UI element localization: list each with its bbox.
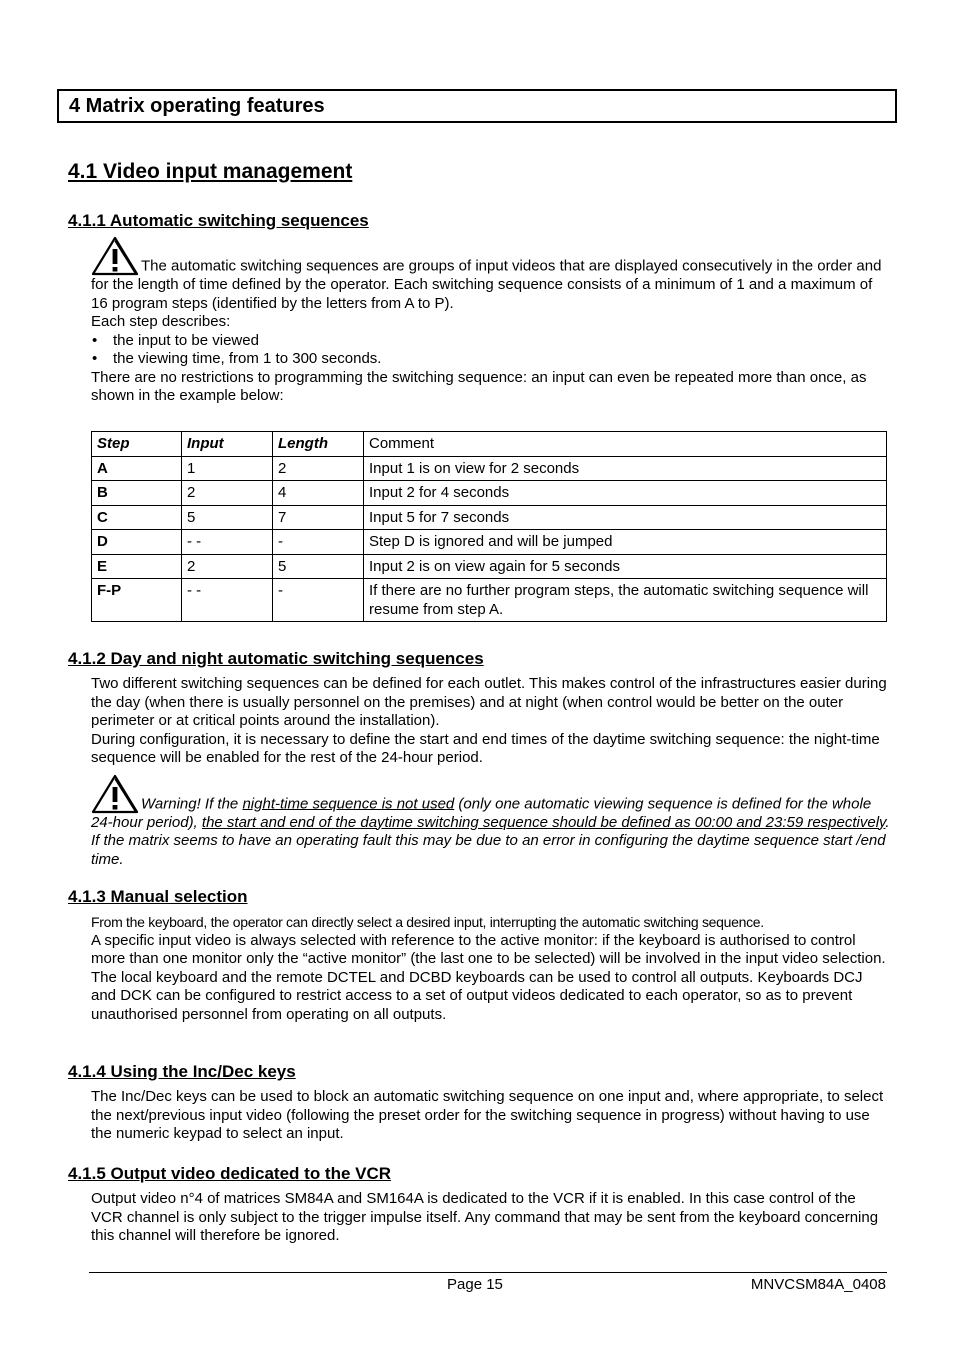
section-4-1-5-body bbox=[91, 1190, 891, 1246]
cell-input: 2 bbox=[182, 481, 273, 506]
header-comment: Comment bbox=[364, 432, 887, 457]
section-4-1-3-body bbox=[91, 913, 891, 1024]
intro-paragraph bbox=[91, 236, 891, 313]
header-input: Input bbox=[182, 432, 273, 457]
list-item: • the viewing time, from 1 to 300 seconds. bbox=[91, 350, 891, 369]
section-4-1-2-body bbox=[91, 675, 891, 869]
section-4-1-4-body bbox=[91, 1088, 891, 1144]
section-4-1-1-body bbox=[91, 236, 891, 406]
subsection-title-4-1-4: 4.1.4 Using the Inc/Dec keys bbox=[68, 1062, 296, 1081]
cell-input: - - bbox=[182, 530, 273, 555]
paragraph: The Inc/Dec keys can be used to block an automatic switching sequence on one input and, where appropriate, to select the next/previous input video (following the preset order for the switching sequence in progress) without having to use the numeric keypad to select an input. bbox=[91, 1088, 884, 1142]
step-properties-list bbox=[91, 332, 891, 369]
warning-text-a: Warning! If the bbox=[141, 795, 243, 812]
cell-comment: Input 2 is on view again for 5 seconds bbox=[364, 554, 887, 579]
header-step: Step bbox=[92, 432, 182, 457]
chapter-header-box bbox=[57, 89, 897, 123]
paragraph: Two different switching sequences can be defined for each outlet. This makes control of the infrastructures easier during the day (when there is usually personnel on the premises) and at night (when control would be better on the outer perimeter or at critical points around the installation). bbox=[91, 675, 887, 729]
subsection-title-4-1-3: 4.1.3 Manual selection bbox=[68, 887, 248, 906]
document-code: MNVCSM84A_0408 bbox=[750, 1276, 886, 1293]
chapter-title: 4 Matrix operating features bbox=[69, 95, 325, 117]
cell-comment: If there are no further program steps, the automatic switching sequence will resume from step A. bbox=[364, 579, 887, 622]
table-header-row bbox=[92, 432, 887, 457]
list-item: • the input to be viewed bbox=[91, 332, 891, 351]
subsection-title-4-1-5: 4.1.5 Output video dedicated to the VCR bbox=[68, 1164, 392, 1183]
warning-text-b: night-time sequence is not used bbox=[242, 795, 455, 812]
cell-comment: Input 5 for 7 seconds bbox=[364, 505, 887, 530]
table-row bbox=[92, 481, 887, 506]
cell-comment: Input 2 for 4 seconds bbox=[364, 481, 887, 506]
cell-comment: Input 1 is on view for 2 seconds bbox=[364, 456, 887, 481]
paragraph: During configuration, it is necessary to define the start and end times of the daytime switching sequence: the night-time sequence will be enabled for the rest of the 24-hour period. bbox=[91, 730, 880, 766]
warning-text-c: (only one automatic viewing sequence is defined for the whole 24-hour period), bbox=[91, 795, 872, 831]
section-title-4-1: 4.1 Video input management bbox=[68, 160, 353, 183]
warning-triangle-icon bbox=[91, 236, 139, 276]
table-row bbox=[92, 554, 887, 579]
each-step-line: Each step describes: bbox=[91, 313, 231, 330]
paragraph: The local keyboard and the remote DCTEL and DCBD keyboards can be used to control all outputs. Keyboards DCJ and DCK can be configured to restrict access to a set of output videos dedicated to each operator, so as to prevent unauthorised personnel from operating on all outputs. bbox=[91, 968, 863, 1023]
table-row bbox=[92, 505, 887, 530]
cell-length: - bbox=[273, 579, 364, 622]
cell-length: - bbox=[273, 530, 364, 555]
cell-length: 2 bbox=[273, 456, 364, 481]
subsection-title-4-1-2: 4.1.2 Day and night automatic switching sequences bbox=[68, 649, 484, 668]
cell-input: 2 bbox=[182, 554, 273, 579]
paragraph: Output video n°4 of matrices SM84A and SM164A is dedicated to the VCR if it is enabled. In this case control of the VCR channel is only subject to the trigger impulse itself. Any command that may be sent from the keyboard concerning this channel will therefore be ignored. bbox=[91, 1190, 879, 1244]
table-row bbox=[92, 456, 887, 481]
cell-length: 5 bbox=[273, 554, 364, 579]
table-row bbox=[92, 579, 887, 622]
table-row bbox=[92, 530, 887, 555]
page-number: Page 15 bbox=[447, 1276, 503, 1293]
cell-step: F-P bbox=[92, 579, 182, 622]
paragraph: From the keyboard, the operator can directly select a desired input, interrupting the automatic switching sequence. bbox=[91, 914, 764, 930]
paragraph: A specific input video is always selected with reference to the active monitor: if the keyboard is authorised to control more than one monitor only the “active monitor” (the last one to be selected) will be involved in the input video selection. bbox=[91, 931, 886, 967]
warning-text-e: . If the matrix seems to have an operating fault this may be due to an error in configuring the daytime sequence start /end time. bbox=[91, 813, 890, 868]
cell-input: - - bbox=[182, 579, 273, 622]
warning-paragraph bbox=[91, 774, 891, 870]
restrictions-paragraph: There are no restrictions to programming the switching sequence: an input can even be repeated more than once, as shown in the example below: bbox=[91, 368, 867, 404]
cell-step: D bbox=[92, 530, 182, 555]
cell-length: 7 bbox=[273, 505, 364, 530]
cell-step: B bbox=[92, 481, 182, 506]
subsection-title-4-1-1: 4.1.1 Automatic switching sequences bbox=[68, 211, 369, 230]
warning-text-d: the start and end of the daytime switching sequence should be defined as 00:00 and 23:59 respectively bbox=[201, 813, 886, 831]
cell-length: 4 bbox=[273, 481, 364, 506]
cell-input: 1 bbox=[182, 456, 273, 481]
cell-step: E bbox=[92, 554, 182, 579]
header-length: Length bbox=[273, 432, 364, 457]
cell-step: A bbox=[92, 456, 182, 481]
cell-step: C bbox=[92, 505, 182, 530]
sequence-example-table bbox=[91, 431, 887, 622]
intro-text: The automatic switching sequences are groups of input videos that are displayed consecutively in the order and for the length of time defined by the operator. Each switching sequence consists of a minimum of 1 and a maximum of 16 program steps (identified by the letters from A to P). bbox=[91, 257, 882, 312]
warning-triangle-icon bbox=[91, 774, 139, 814]
cell-comment: Step D is ignored and will be jumped bbox=[364, 530, 887, 555]
footer-rule bbox=[89, 1272, 887, 1273]
cell-input: 5 bbox=[182, 505, 273, 530]
